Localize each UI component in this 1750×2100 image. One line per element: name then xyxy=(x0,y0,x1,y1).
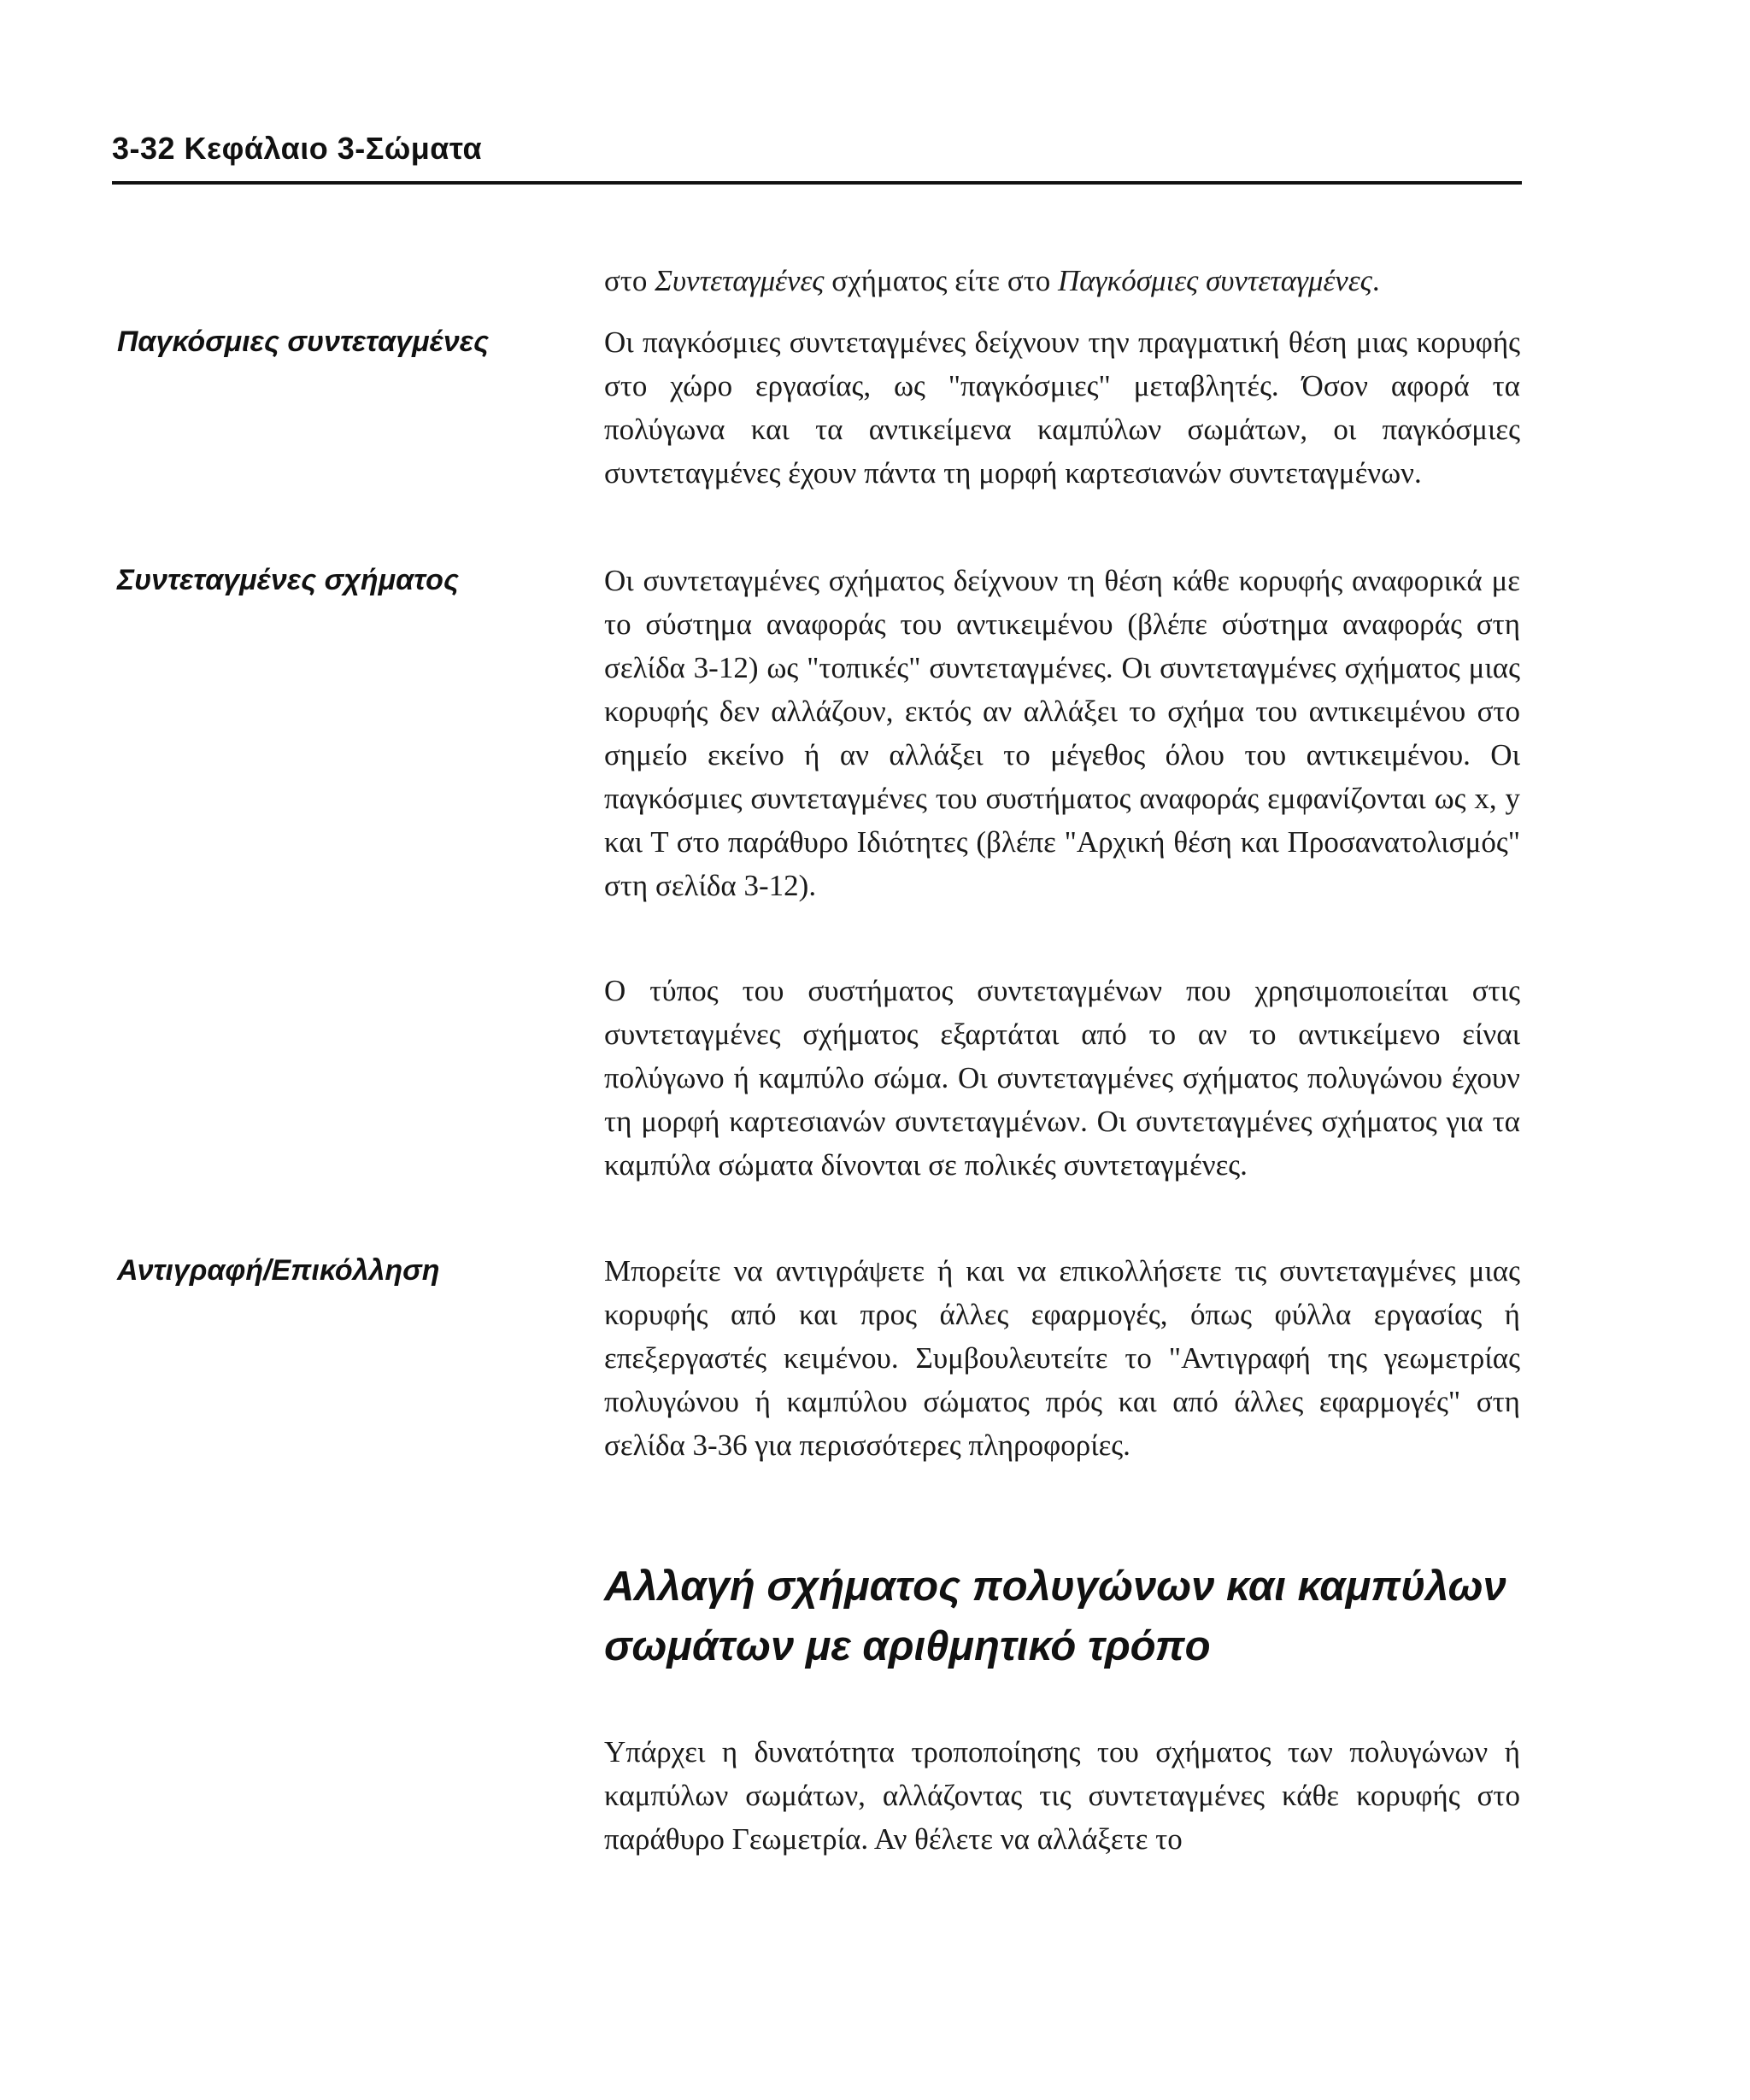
label-shape-coordinates: Συντεταγμένες σχήματος xyxy=(117,564,459,596)
page-header xyxy=(112,130,1522,185)
intro-prefix: στο xyxy=(604,264,655,297)
label-world-coordinates: Παγκόσμιες συντεταγμένες xyxy=(117,326,490,358)
paragraph-copy-paste: Μπορείτε να αντιγράψετε ή και να επικολλήσετε τις συντεταγμένες μιας κορυφής από και προς άλλες εφαρμογές, όπως φύλλα εργασίας ή επεξεργαστές κειμένου. Συμβουλευτείτε το "Αντιγραφή της γεωμετρίας πολυγώνου ή καμπύλου σώματος πρός και από άλλες εφαρμογές" στη σελίδα 3-36 για περισσότερες πληροφορίες. xyxy=(604,1254,1520,1462)
section-heading xyxy=(604,1557,1520,1676)
section-heading-line-2: σωμάτων με αριθμητικό τρόπο xyxy=(604,1623,1211,1669)
label-copy-paste: Αντιγραφή/Επικόλληση xyxy=(117,1254,440,1287)
paragraph-shape-coordinates-1: Οι συντεταγμένες σχήματος δείχνουν τη θέση κάθε κορυφής αναφορικά με το σύστημα αναφοράς του αντικειμένου (βλέπε σύστημα αναφοράς στη σελίδα 3-12) ως "τοπικές" συντεταγμένες. Οι συντεταγμένες σχήματος μιας κορυφής δεν αλλάζουν, εκτός αν αλλάξει το σχήμα του αντικειμένου στο σημείο εκείνο ή αν αλλάξει το μέγεθος όλου του αντικειμένου. Οι παγκόσμιες συντεταγμένες του συστήματος αναφοράς εμφανίζονται ως x, y και Τ στο παράθυρο Ιδιότητες (βλέπε "Αρχική θέση και Προσανατολισμός" στη σελίδα 3-12). xyxy=(604,564,1520,902)
section-heading-line-1: Αλλαγή σχήματος πολυγώνων και καμπύλων xyxy=(604,1563,1506,1610)
paragraph-shape-coordinates-2: Ο τύπος του συστήματος συντεταγμένων που χρησιμοποιείται στις συντεταγμένες σχήματος εξαρτάται από το αν το αντικείμενο είναι πολύγωνο ή καμπύλο σώμα. Οι συντεταγμένες σχήματος πολυγώνου έχουν τη μορφή καρτεσιανών συντεταγμένων. Οι συντεταγμένες σχήματος για τα καμπύλα σώματα δίνονται σε πολικές συντεταγμένες. xyxy=(604,974,1520,1182)
paragraph-world-coordinates: Οι παγκόσμιες συντεταγμένες δείχνουν την πραγματική θέση μιας κορυφής στο χώρο εργασίας, ως "παγκόσμιες" μεταβλητές. Όσον αφορά τα πολύγωνα και τα αντικείμενα καμπύλων σωμάτων, οι παγκόσμιες συντεταγμένες έχουν πάντα τη μορφή καρτεσιανών συντεταγμένων. xyxy=(604,326,1520,490)
intro-continuation xyxy=(604,259,1520,302)
intro-middle: σχήματος είτε στο xyxy=(824,264,1059,297)
intro-emphasis-world-coords: Παγκόσμιες συντεταγμένες xyxy=(1058,264,1372,297)
paragraph-final: Υπάρχει η δυνατότητα τροποποίησης του σχήματος των πολυγώνων ή καμπύλων σωμάτων, αλλάζοντας τις συντεταγμένες κάθε κορυφής στο παράθυρο Γεωμετρία. Αν θέλετε να αλλάξετε το xyxy=(604,1735,1520,1856)
intro-suffix: . xyxy=(1371,264,1380,297)
intro-emphasis-shape-coords: Συντεταγμένες xyxy=(655,264,825,297)
page-header-title: 3-32 Κεφάλαιο 3-Σώματα xyxy=(112,131,483,166)
